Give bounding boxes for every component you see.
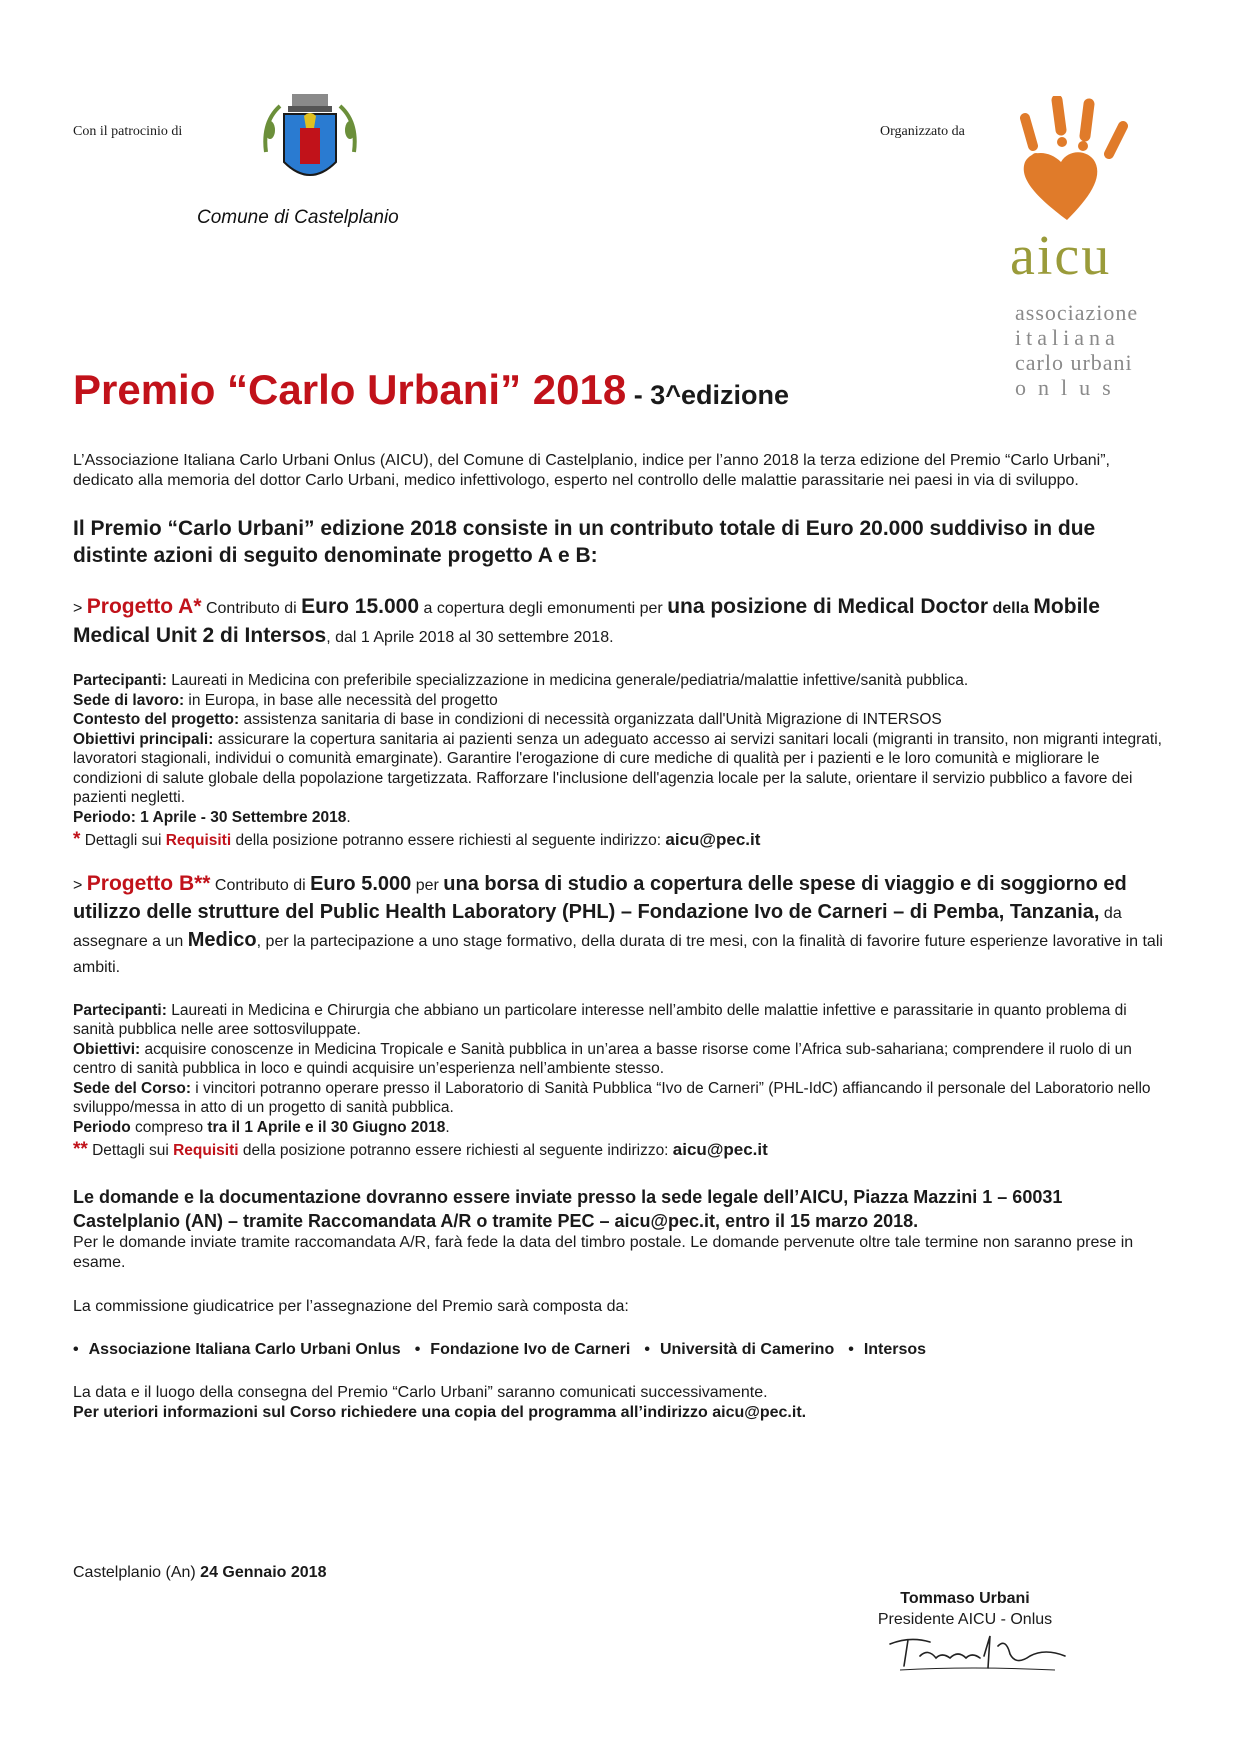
footnote-text: Dettagli sui [87,1142,174,1159]
project-b-text: , per la partecipazione a uno stage formativo, della durata di tre mesi, con la finalità di favorire future esperienze lavorative in tali ambiti. [73,932,1163,976]
detail-value: Laureati in Medicina e Chirurgia che abbiano un particolare interesse nell’ambito delle malattie infettive e parassitarie in quanto problema di sanità pubblica nelle aree sottosviluppate. [73,1001,1127,1038]
project-b-heading [73,871,1168,981]
detail-label: Periodo [73,1118,131,1136]
detail-value: Laureati in Medicina con preferibile specializzazione in medicina generale/pediatria/malattie infettive/sanità pubblica. [166,672,969,689]
aicu-logo-tagline [1015,300,1165,400]
detail-period: Periodo: 1 Aprile - 30 Settembre 2018 [73,808,347,826]
project-b-name: Progetto B** [86,871,211,895]
signatory [860,1588,1070,1630]
contact-email: aicu@pec.it [672,1140,768,1159]
aicu-hand-heart-logo [1005,96,1135,226]
detail-value: assicurare la copertura sanitaria ai pazienti senza un adeguato accesso ai servizi sanitari locali (migranti in transito, non migranti integrati, lavoratori stagionali, individui o comunità emarginate). Garantire l'erogazione di cure mediche di qualità per i pazienti e le loro comunità e migliorare le condizioni di salute globale della popolazione targetizzata. Rafforzare l'inclusione dell'agenzia locale per la salute, orientare il servizio pubblico a favore dei pazienti negletti. [73,730,1162,806]
requirements-label: Requisiti [173,1142,239,1159]
project-b-text: Contributo di [210,876,311,894]
project-a-name: Progetto A* [86,595,202,618]
detail-value: compreso [130,1118,208,1136]
closing-info: Per uteriori informazioni sul Corso richiedere una copia del programma all’indirizzo aicu@pec.it. [73,1403,807,1421]
contact-email: aicu@pec.it [665,830,761,849]
detail-value: acquisire conoscenze in Medicina Tropicale e Sanità pubblica in un’area a basse risorse come l’Africa sub-sahariana; comprendere il ruolo di un centro di sanità pubblica in loco e quindi acquisire un’esperienza nell’ambiente stesso. [73,1040,1132,1077]
title-edition: - 3^edizione [626,380,789,410]
summary-paragraph: Il Premio “Carlo Urbani” edizione 2018 consiste in un contributo totale di Euro 20.000 suddiviso in due distinte azioni di seguito denominate progetto A e B: [73,517,1096,567]
committee-list [73,1341,1168,1359]
detail-label: Partecipanti: [73,672,167,689]
committee-member: • Intersos [848,1341,926,1359]
title-main: Premio “Carlo Urbani” 2018 [73,366,627,413]
signer-name: Tommaso Urbani [900,1590,1030,1607]
comune-name: Comune di Castelplanio [197,207,399,228]
detail-label: Sede di lavoro: [73,691,185,709]
detail-label: Obiettivi: [73,1040,141,1058]
aicu-tagline-line-1: associazione [1015,300,1139,325]
project-a-heading [73,593,1168,651]
intro-paragraph: L’Associazione Italiana Carlo Urbani Onlus (AICU), del Comune di Castelplanio, indice per l’anno 2018 la terza edizione del Premio “Carlo Urbani”, dedicato alla memoria del dottor Carlo Urbani, medico infettivologo, esperto nel controllo delle malattie parassitarie nei paesi in via di sviluppo. [73,452,1110,489]
project-a-text: della [988,600,1034,617]
submission-instructions: Le domande e la documentazione dovranno essere inviate presso la sede legale dell’AICU, Piazza Mazzini 1 – 60031 Castelplanio (AN) – tramite Raccomandata A/R o tramite PEC – aicu@pec.it, entro il 15 marzo 2018. [73,1186,1063,1231]
requirements-label: Requisiti [165,832,232,849]
project-a-position: una posizione di Medical Doctor [667,595,989,618]
footnote-mark: * [73,829,81,850]
project-a-text: a copertura degli emonumenti per [419,600,668,617]
footnote-text: Dettagli sui [80,832,166,849]
project-a-text: Contributo di [201,600,302,617]
project-b-recipient: Medico [187,928,257,951]
document-body [73,451,1168,1423]
date-line [73,1564,326,1582]
aicu-tagline-line-3: carlo urbani [1015,350,1133,375]
committee-member: • Fondazione Ivo de Carneri [415,1341,631,1359]
detail-value: assistenza sanitaria di base in condizioni di necessità organizzata dall'Unità Migrazione di INTERSOS [239,711,942,728]
aicu-logo-word: aicu [1010,225,1112,287]
project-b-prefix: > [73,876,87,894]
detail-period-end: . [445,1118,450,1136]
footnote-text: della posizione potranno essere richiesti al seguente indirizzo: [238,1142,673,1159]
project-b-amount: Euro 5.000 [310,872,412,895]
project-a-prefix: > [73,600,87,617]
detail-label: Obiettivi principali: [73,730,214,748]
detail-label: Contesto del progetto: [73,711,240,728]
organizer-label: Organizzato da [880,124,965,139]
detail-value: in Europa, in base alle necessità del progetto [184,691,498,709]
committee-member: • Università di Camerino [644,1341,834,1359]
aicu-tagline-line-2: italiana [1015,325,1120,350]
patron-label: Con il patrocinio di [73,124,183,139]
footnote-text: della posizione potranno essere richiesti al seguente indirizzo: [231,832,666,849]
signer-role: Presidente AICU - Onlus [877,1611,1053,1628]
project-b-text: da assegnare a un [73,904,1122,950]
detail-label: Sede del Corso: [73,1079,191,1097]
project-a-unit: Mobile Medical Unit 2 di Intersos [73,595,1100,647]
page-title [73,366,789,414]
footnote-mark: ** [73,1139,88,1160]
aicu-tagline-line-4: onlus [1015,375,1123,400]
project-a-amount: Euro 15.000 [301,595,420,618]
detail-period-end: . [346,808,351,826]
project-b-details [73,1001,1168,1161]
committee-member: • Associazione Italiana Carlo Urbani Onlus [73,1341,401,1359]
closing-line: La data e il luogo della consegna del Premio “Carlo Urbani” saranno comunicati successivamente. [73,1383,768,1401]
submission-note: Per le domande inviate tramite raccomandata A/R, farà fede la data del timbro postale. Le domande pervenute oltre tale termine non saranno prese in esame. [73,1233,1134,1271]
detail-period-dates: tra il 1 Aprile e il 30 Giugno 2018 [207,1118,446,1136]
project-a-details [73,671,1168,851]
detail-label: Partecipanti: [73,1001,167,1019]
project-b-text: per [411,876,444,894]
place: Castelplanio (An) [73,1564,201,1581]
project-b-grant: una borsa di studio a copertura delle spese di viaggio e di soggiorno ed utilizzo delle strutture del Public Health Laboratory (PHL) – Fondazione Ivo de Carneri – di Pemba, Tanzania, [73,872,1127,923]
comune-crest-logo [258,92,362,196]
handwritten-signature [880,1626,1070,1676]
project-a-text: , dal 1 Aprile 2018 al 30 settembre 2018. [326,629,614,646]
date: 24 Gennaio 2018 [200,1564,327,1581]
detail-value: i vincitori potranno operare presso il Laboratorio di Sanità Pubblica “Ivo de Carneri” (PHL-IdC) affiancando il personale del Laboratorio nello sviluppo/messa in atto di un progetto di sanità pubblica. [73,1079,1151,1116]
committee-intro: La commissione giudicatrice per l’assegnazione del Premio sarà composta da: [73,1297,629,1315]
